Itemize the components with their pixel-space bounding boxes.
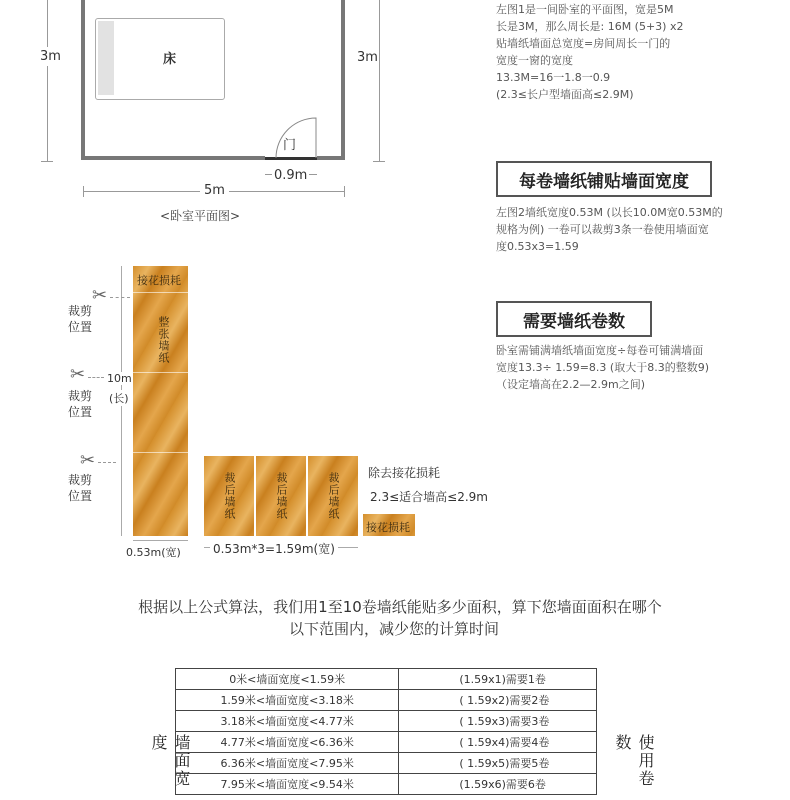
cell-text: ( 1.59x4)需要4卷 bbox=[459, 736, 550, 749]
room-wall-bottom-left bbox=[81, 156, 265, 160]
bottom-dim-tick-left bbox=[83, 186, 84, 197]
explanation-1-line: 左图1是一间卧室的平面图，宽是5M bbox=[496, 3, 674, 16]
room-wall-bottom-right bbox=[317, 156, 345, 160]
cut-label-1 bbox=[68, 303, 92, 335]
right-dim-tick bbox=[373, 161, 385, 162]
cut-label-line: 位置 bbox=[68, 489, 93, 503]
cut-label-line: 位置 bbox=[68, 320, 93, 334]
room-wall-right bbox=[341, 0, 345, 160]
table-cell-width bbox=[176, 711, 399, 732]
heading-roll-width: 每卷墙纸铺贴墙面宽度 bbox=[496, 161, 712, 197]
cell-text: 3.18米<墙面宽度<4.77米 bbox=[220, 715, 354, 728]
table-row bbox=[176, 753, 597, 774]
table-row bbox=[176, 732, 597, 753]
cut-label-line: 裁剪 bbox=[68, 304, 93, 318]
cut-label-line: 位置 bbox=[68, 405, 93, 419]
cut-label-line: 裁剪 bbox=[68, 473, 93, 487]
bed bbox=[95, 18, 225, 100]
cut-label-line: 裁剪 bbox=[68, 389, 93, 403]
cell-text: (1.59x1)需要1卷 bbox=[459, 673, 546, 686]
total-width-label: 0.53m*3=1.59m(宽) bbox=[210, 540, 338, 557]
table-cell-rolls bbox=[399, 732, 597, 753]
length-label-2: (长) bbox=[109, 392, 129, 405]
cut-piece-2-label: 裁后墙纸 bbox=[275, 472, 288, 520]
scissors-icon: ✂ bbox=[70, 364, 86, 385]
width-label: 0.53m(宽) bbox=[126, 546, 181, 559]
full-roll-strip bbox=[133, 266, 188, 536]
table-cell-rolls bbox=[399, 711, 597, 732]
table-cell-rolls bbox=[399, 753, 597, 774]
full-roll-label: 整张墙纸 bbox=[157, 316, 170, 364]
cut-label-2 bbox=[68, 388, 92, 420]
cell-text: 1.59米<墙面宽度<3.18米 bbox=[220, 694, 354, 707]
left-dim-label: 3m bbox=[40, 49, 61, 64]
cell-text: ( 1.59x3)需要3卷 bbox=[459, 715, 550, 728]
table-cell-width bbox=[176, 774, 399, 795]
bottom-dim-tick-right bbox=[344, 186, 345, 197]
scissors-icon: ✂ bbox=[80, 450, 96, 471]
explanation-2 bbox=[496, 204, 723, 255]
length-label: 10m bbox=[107, 372, 132, 385]
cell-text: (1.59x6)需要6卷 bbox=[459, 778, 546, 791]
table-cell-rolls bbox=[399, 669, 597, 690]
explanation-3-line: 卧室需铺满墙纸墙面宽度÷每卷可铺满墙面 bbox=[496, 344, 704, 357]
cut-line-3 bbox=[133, 452, 188, 453]
left-dim-line bbox=[47, 0, 48, 162]
cell-text: 7.95米<墙面宽度<9.54米 bbox=[220, 778, 354, 791]
scissors-icon: ✂ bbox=[92, 285, 108, 306]
door-dim-label: 0.9m bbox=[274, 168, 308, 183]
table-row bbox=[176, 774, 597, 795]
intro-text bbox=[0, 596, 790, 640]
table-row bbox=[176, 669, 597, 690]
explanation-3 bbox=[496, 342, 709, 393]
table-cell-width bbox=[176, 753, 399, 774]
cell-text: ( 1.59x5)需要5卷 bbox=[459, 757, 550, 770]
left-dim-tick bbox=[41, 161, 53, 162]
cut-line-1 bbox=[133, 292, 188, 293]
cut-dash-3 bbox=[98, 462, 116, 463]
right-dim-label: 3m bbox=[357, 50, 378, 65]
cell-text: ( 1.59x2)需要2卷 bbox=[459, 694, 550, 707]
room-wall-left bbox=[81, 0, 85, 160]
floor-plan-caption: <卧室平面图> bbox=[160, 209, 241, 223]
width-dim-line bbox=[133, 540, 188, 541]
table-cell-width bbox=[176, 732, 399, 753]
cut-piece-1-label: 裁后墙纸 bbox=[223, 472, 236, 520]
cut-dash-2 bbox=[88, 377, 104, 378]
height-range-label: 2.3≤适合墙高≤2.9m bbox=[370, 490, 488, 504]
explanation-1-line: 13.3M=16一1.8一0.9 bbox=[496, 71, 611, 84]
intro-line: 根据以上公式算法，我们用1至10卷墙纸能贴多少面积，算下您墙面面积在哪个 bbox=[138, 598, 662, 616]
cell-text: 6.36米<墙面宽度<7.95米 bbox=[220, 757, 354, 770]
explanation-1-line: 长是3M，那么周长是: 16M (5+3) x2 bbox=[496, 20, 684, 33]
right-dim-line bbox=[379, 0, 380, 162]
cut-dash-1 bbox=[110, 297, 130, 298]
cell-text: 4.77米<墙面宽度<6.36米 bbox=[220, 736, 354, 749]
intro-line: 以下范围内，减少您的计算时间 bbox=[288, 620, 499, 638]
explanation-1-line: 贴墙纸墙面总宽度=房间周长一门的 bbox=[496, 37, 671, 50]
table-row bbox=[176, 711, 597, 732]
explanation-3-line: （设定墙高在2.2—2.9m之间) bbox=[496, 378, 645, 391]
cut-label-3 bbox=[68, 472, 92, 504]
cut-line-2 bbox=[133, 372, 188, 373]
explanation-3-line: 宽度13.3÷ 1.59=8.3 (取大于8.3的整数9) bbox=[496, 361, 709, 374]
table-right-header: 使用卷数 bbox=[613, 734, 655, 788]
explanation-2-line: 左图2墙纸宽度0.53M (以长10.0M宽0.53M的 bbox=[496, 206, 723, 219]
bed-label: 床 bbox=[163, 52, 177, 67]
waste-piece-label: 接花损耗 bbox=[366, 521, 410, 534]
explanation-2-line: 度0.53x3=1.59 bbox=[496, 240, 579, 253]
explanation-1 bbox=[496, 1, 683, 103]
explanation-2-line: 规格为例) 一卷可以裁剪3条一卷使用墙面宽 bbox=[496, 223, 709, 236]
table-cell-width bbox=[176, 690, 399, 711]
table-left-header: 墙面宽度 bbox=[149, 734, 191, 788]
door-label: 门 bbox=[283, 138, 297, 153]
table-cell-width bbox=[176, 669, 399, 690]
table-row bbox=[176, 690, 597, 711]
table-cell-rolls bbox=[399, 774, 597, 795]
roll-table bbox=[175, 668, 597, 795]
remove-waste-label: 除去接花损耗 bbox=[368, 466, 441, 480]
explanation-1-line: (2.3≤长户型墙面高≤2.9M) bbox=[496, 88, 634, 101]
table-cell-rolls bbox=[399, 690, 597, 711]
top-waste-label: 接花损耗 bbox=[137, 274, 181, 287]
heading-roll-count: 需要墙纸卷数 bbox=[496, 301, 652, 337]
cell-text: 0米<墙面宽度<1.59米 bbox=[229, 673, 346, 686]
explanation-1-line: 宽度一窗的宽度 bbox=[496, 54, 573, 67]
bed-pillow bbox=[98, 21, 114, 95]
bottom-dim-label: 5m bbox=[200, 183, 229, 198]
cut-piece-3-label: 裁后墙纸 bbox=[327, 472, 340, 520]
